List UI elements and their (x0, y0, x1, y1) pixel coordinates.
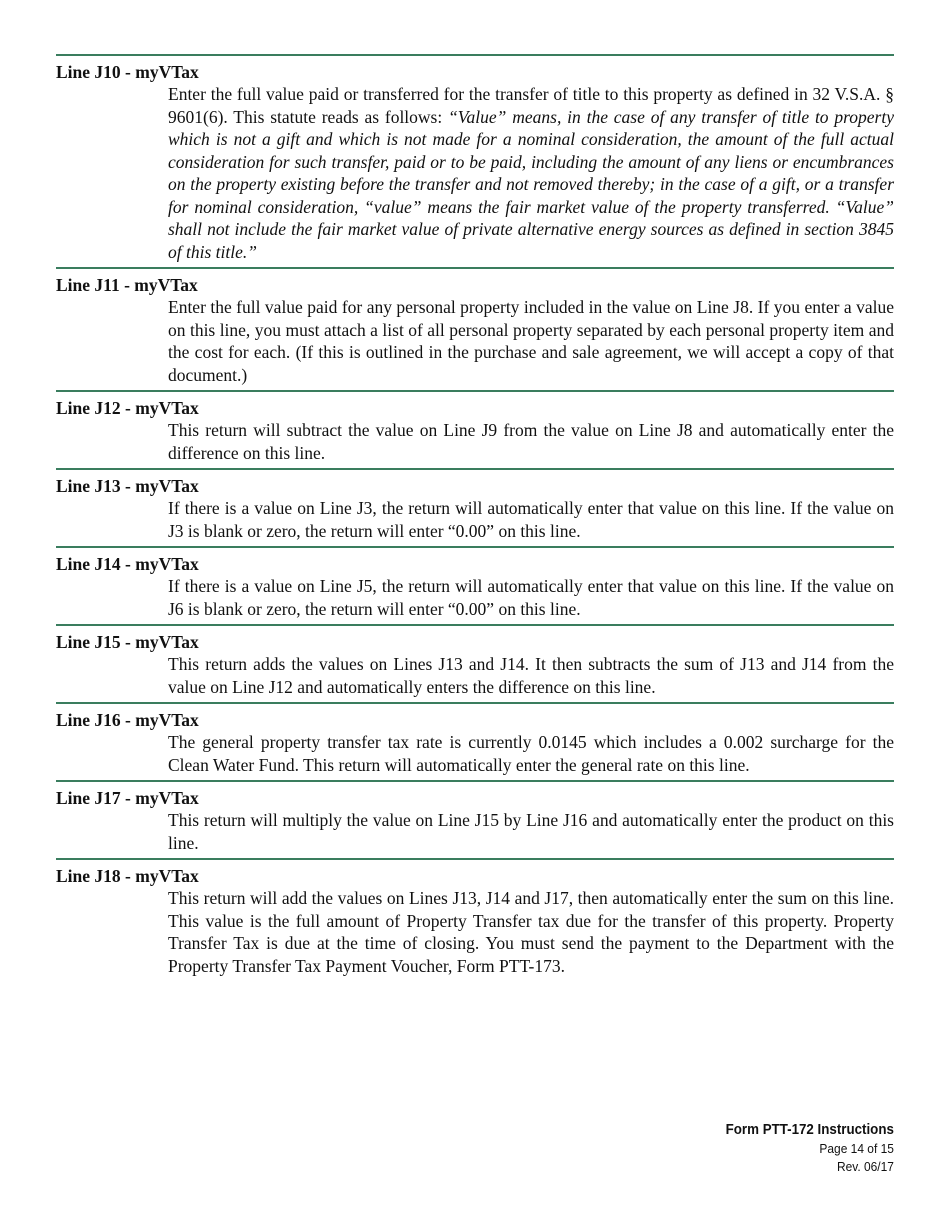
section-heading: Line J14 - myVTax (56, 554, 199, 574)
section-text-plain: Enter the full value paid or transferred for the transfer of title to this property as defined in 32 V.S.A. § 9601(6). This statute reads as follows: (168, 84, 894, 127)
section-heading: Line J15 - myVTax (56, 632, 199, 652)
section-line-j14 (56, 546, 894, 624)
page-footer (711, 1120, 894, 1176)
section-text (168, 83, 894, 263)
section-heading: Line J12 - myVTax (56, 398, 199, 418)
section-line-j10 (56, 54, 894, 267)
form-title: Form PTT-172 Instructions (725, 1122, 894, 1138)
section-text: This return will add the values on Lines J13, J14 and J17, then automatically enter the sum on this line. This value is the full amount of Property Transfer tax due for the transfer of this property. Property Transfer Tax is due at the time of closing. You must send the payment to the Department with the Property Transfer Tax Payment Voucher, Form PTT-173. (168, 888, 894, 976)
section-line-j13 (56, 468, 894, 546)
section-text: If there is a value on Line J3, the return will automatically enter that value on this line. If the value on J3 is blank or zero, the return will enter “0.00” on this line. (168, 498, 894, 541)
section-line-j11 (56, 267, 894, 390)
section-heading: Line J16 - myVTax (56, 710, 199, 730)
section-text: Enter the full value paid for any personal property included in the value on Line J8. If you enter a value on this line, you must attach a list of all personal property separated by each personal property item and the cost for each. (If this is outlined in the purchase and sale agreement, we will accept a copy of that document.) (168, 297, 894, 385)
section-heading: Line J13 - myVTax (56, 476, 199, 496)
section-line-j17 (56, 780, 894, 858)
section-heading: Line J18 - myVTax (56, 866, 199, 886)
section-heading: Line J10 - myVTax (56, 62, 199, 82)
statute-quote: “Value” means, in the case of any transfer of title to property which is not a gift and which is not made for a nominal consideration, the amount of the full actual consideration for such transfer, paid or to be paid, including the amount of any liens or encumbrances on the property existing before the transfer and not removed thereby; in the case of a gift, or a transfer for nominal consideration, “value” means the fair market value of the property transferred. “Value” shall not include the fair market value of private alternative energy sources as defined in section 3845 of this title.” (168, 106, 894, 262)
page-number: Page 14 of 15 (819, 1141, 894, 1156)
revision-date: Rev. 06/17 (837, 1159, 894, 1174)
section-text: This return adds the values on Lines J13 and J14. It then subtracts the sum of J13 and J14 from the value on Line J12 and automatically enters the difference on this line. (168, 654, 894, 697)
instructions-body (56, 54, 894, 981)
section-line-j16 (56, 702, 894, 780)
section-heading: Line J11 - myVTax (56, 275, 198, 295)
section-heading: Line J17 - myVTax (56, 788, 199, 808)
section-text: This return will subtract the value on Line J9 from the value on Line J8 and automatically enter the difference on this line. (168, 420, 894, 463)
section-line-j12 (56, 390, 894, 468)
section-line-j15 (56, 624, 894, 702)
section-text: The general property transfer tax rate is currently 0.0145 which includes a 0.002 surcharge for the Clean Water Fund. This return will automatically enter the general rate on this line. (168, 732, 894, 775)
section-text: This return will multiply the value on Line J15 by Line J16 and automatically enter the product on this line. (168, 810, 894, 853)
section-text: If there is a value on Line J5, the return will automatically enter that value on this line. If the value on J6 is blank or zero, the return will enter “0.00” on this line. (168, 576, 894, 619)
section-line-j18 (56, 858, 894, 981)
